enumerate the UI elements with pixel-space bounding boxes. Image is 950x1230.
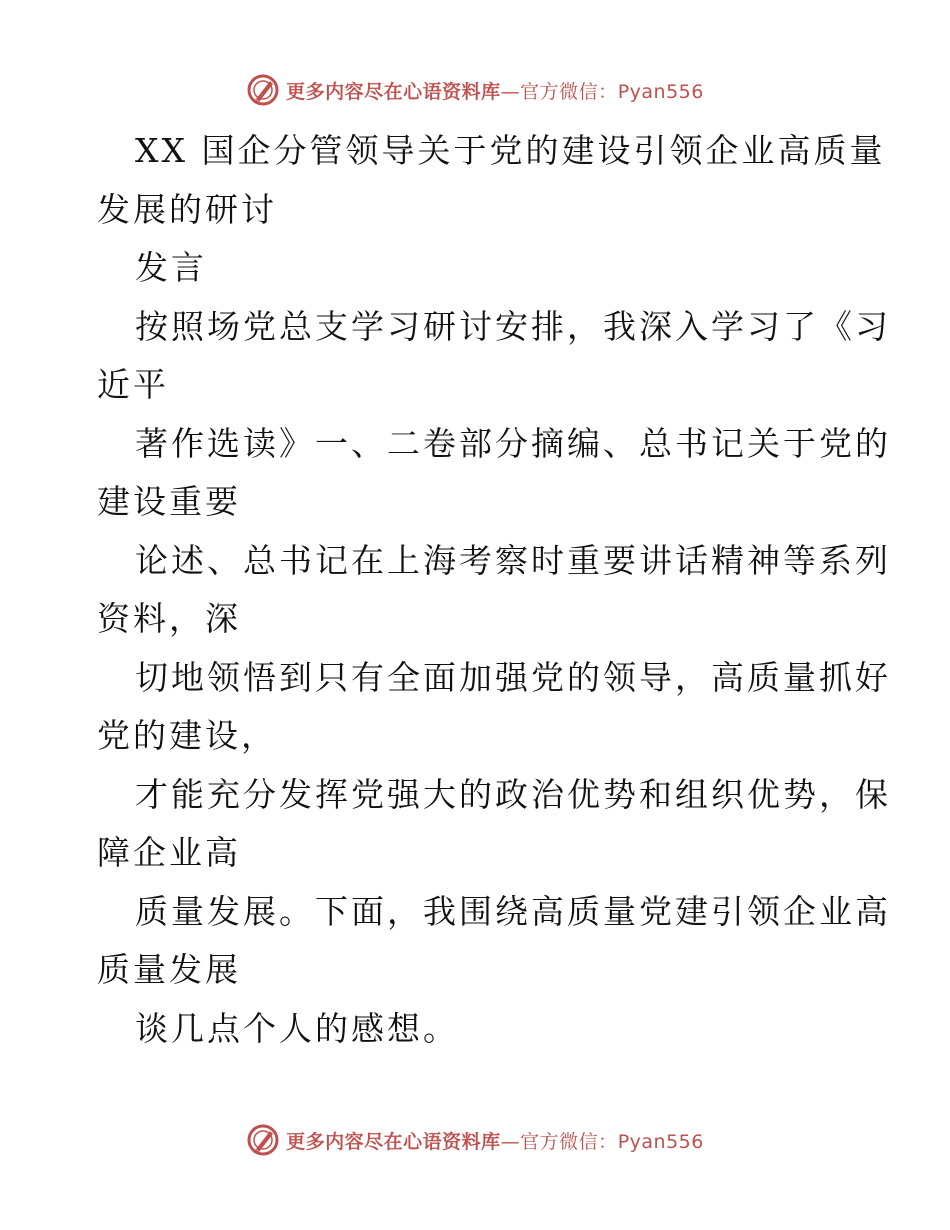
document-line: 才能充分发挥党强大的政治优势和组织优势，保: [135, 774, 891, 814]
document-line: 障企业高: [97, 833, 241, 872]
watermark-label: 官方微信：: [520, 1130, 618, 1153]
pen-nib-logo-icon: [246, 1123, 280, 1157]
document-line: 谈几点个人的感想。: [135, 1008, 459, 1048]
watermark-separator: —: [500, 1130, 521, 1153]
document-line: 资料，深: [97, 599, 241, 638]
watermark-id: Pyan556: [617, 80, 704, 103]
document-body: [97, 122, 891, 1058]
document-line: 发言: [135, 248, 207, 287]
document-line: 近平: [97, 365, 169, 404]
watermark-separator: —: [500, 80, 521, 103]
document-line: 质量发展。下面，我围绕高质量党建引领企业高: [135, 891, 891, 931]
pen-nib-logo-icon: [246, 73, 280, 107]
document-line: 发展的研讨: [97, 189, 277, 229]
header-watermark: [0, 70, 950, 110]
document-line: XX 国企分管领导关于党的建设引领企业高质量: [135, 131, 886, 170]
document-line: 按照场党总支学习研讨安排，我深入学习了《习: [135, 306, 891, 346]
watermark-label: 官方微信：: [520, 80, 618, 103]
footer-watermark: [0, 1120, 950, 1160]
watermark-text: [286, 1127, 704, 1154]
document-line: 切地领悟到只有全面加强党的领导，高质量抓好: [135, 657, 891, 697]
watermark-main: 更多内容尽在心语资料库: [286, 80, 501, 103]
document-line: 论述、总书记在上海考察时重要讲话精神等系列: [135, 540, 891, 580]
watermark-id: Pyan556: [617, 1130, 704, 1153]
document-line: 建设重要: [97, 482, 241, 521]
document-line: 著作选读》一、二卷部分摘编、总书记关于党的: [135, 423, 891, 463]
document-line: 党的建设，: [97, 716, 277, 755]
watermark-text: [286, 77, 704, 104]
watermark-main: 更多内容尽在心语资料库: [286, 1130, 501, 1153]
document-line: 质量发展: [97, 950, 241, 989]
